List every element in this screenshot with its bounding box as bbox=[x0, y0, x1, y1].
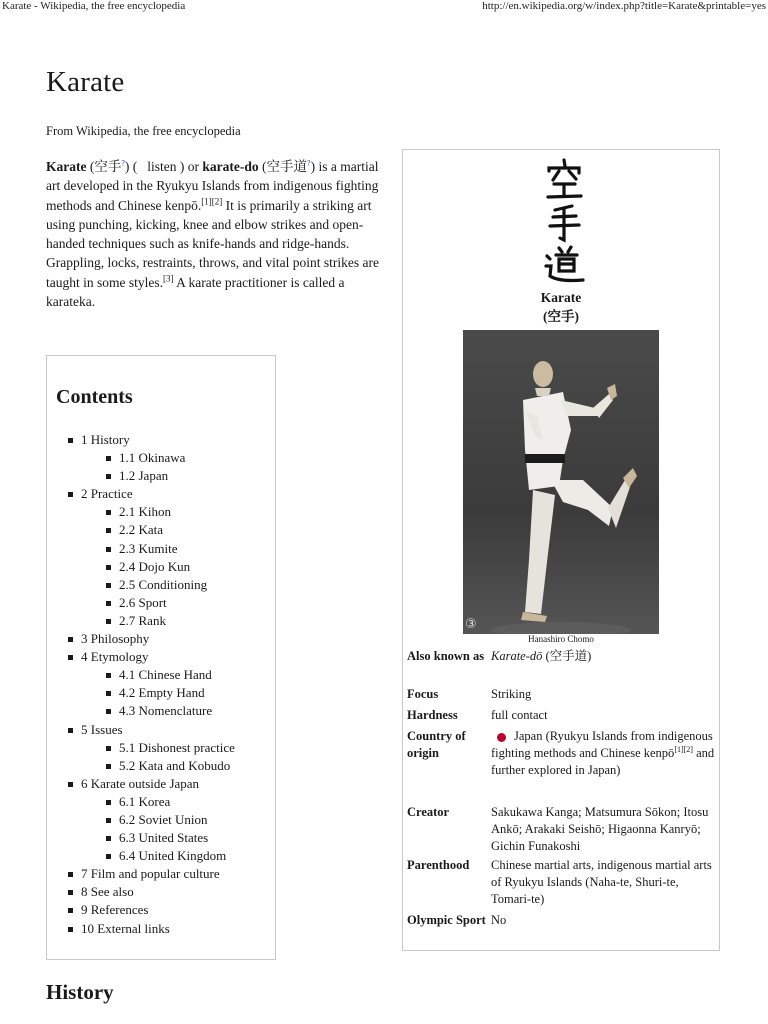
ref-link-3[interactable]: [3] bbox=[163, 273, 174, 284]
toc-link[interactable]: 6.4 United Kingdom bbox=[119, 848, 227, 864]
toc-link[interactable]: 6.3 United States bbox=[119, 830, 209, 846]
toc-link[interactable]: 8 See also bbox=[81, 884, 134, 900]
infobox-subtitle: (空手) bbox=[543, 309, 579, 324]
toc-subitem[interactable] bbox=[119, 594, 235, 612]
row-value: Striking bbox=[491, 687, 532, 701]
page-title: Karate bbox=[46, 66, 125, 98]
toc-item[interactable] bbox=[81, 920, 235, 938]
toc-subitem[interactable] bbox=[119, 521, 235, 539]
toc-link[interactable]: 4.1 Chinese Hand bbox=[119, 667, 212, 683]
print-header-title: Karate - Wikipedia, the free encyclopedia bbox=[2, 0, 186, 12]
lead-is: is bbox=[318, 159, 328, 174]
toc-subitem[interactable] bbox=[119, 576, 235, 594]
toc-link[interactable]: 4.3 Nomenclature bbox=[119, 703, 213, 719]
toc-link[interactable]: 4 Etymology bbox=[81, 649, 149, 665]
toc-subitem[interactable] bbox=[119, 503, 235, 521]
toc-item[interactable] bbox=[81, 901, 235, 919]
toc-subitem[interactable] bbox=[119, 739, 235, 757]
toc-sublist bbox=[119, 503, 235, 630]
calligraphy-image bbox=[539, 156, 589, 286]
lead-term-karate-do: karate-do bbox=[202, 159, 259, 174]
toc-item[interactable] bbox=[81, 648, 235, 720]
toc-item[interactable] bbox=[81, 721, 235, 775]
toc-subitem[interactable] bbox=[119, 847, 235, 865]
toc-link[interactable]: 6.2 Soviet Union bbox=[119, 811, 208, 827]
toc-link[interactable]: 2.5 Conditioning bbox=[119, 576, 208, 592]
toc-link[interactable]: 3 Philosophy bbox=[81, 631, 150, 647]
row-value: Sakukawa Kanga; Matsumura Sōkon; Itosu Ankō; Arakaki Seishō; Higaonna Kanryō; Gichin Funakoshi bbox=[491, 805, 709, 853]
karate-photo bbox=[463, 330, 659, 634]
karateka-figure-image bbox=[463, 330, 659, 634]
toc-link[interactable]: 2 Practice bbox=[81, 486, 133, 502]
infobox-title: Karate bbox=[540, 290, 582, 305]
row-value: Chinese martial arts, indigenous martial arts of Ryukyu Islands (Naha-te, Shuri-te, Tomari-te) bbox=[491, 858, 712, 906]
toc-link[interactable]: 5.1 Dishonest practice bbox=[119, 739, 235, 755]
section-heading-history: History bbox=[46, 980, 114, 1004]
toc-link[interactable]: 7 Film and popular culture bbox=[81, 866, 220, 882]
toc-link[interactable]: 2.2 Kata bbox=[119, 522, 164, 538]
toc-subitem[interactable] bbox=[119, 702, 235, 720]
open-paren: ( bbox=[132, 159, 138, 174]
row-label: Focus bbox=[407, 687, 439, 701]
lead-kanji-1: 空手 bbox=[94, 159, 122, 174]
table-of-contents bbox=[46, 355, 276, 960]
toc-subitem[interactable] bbox=[119, 811, 235, 829]
help-link-2[interactable]: ? bbox=[307, 158, 311, 168]
toc-link[interactable]: 1 History bbox=[81, 432, 130, 447]
row-label: Hardness bbox=[407, 708, 458, 722]
help-link-1[interactable]: ? bbox=[121, 158, 125, 168]
toc-subitem[interactable] bbox=[119, 449, 235, 467]
toc-link[interactable]: 1.1 Okinawa bbox=[119, 450, 186, 466]
toc-link[interactable]: 2.3 Kumite bbox=[119, 540, 178, 556]
toc-link[interactable]: 10 External links bbox=[81, 920, 170, 936]
toc-subitem[interactable] bbox=[119, 829, 235, 847]
toc-subitem[interactable] bbox=[119, 467, 235, 485]
row-label: Also known as bbox=[407, 649, 485, 663]
row-value: Japan (Ryukyu Islands from indigenous fighting methods and Chinese kenpō[1][2] and further explored in Japan) bbox=[491, 729, 715, 777]
toc-subitem[interactable] bbox=[119, 684, 235, 702]
row-value: full contact bbox=[491, 708, 548, 722]
toc-item[interactable] bbox=[81, 431, 235, 485]
lead-term-karate: Karate bbox=[46, 159, 87, 174]
lead-paragraph: Karate (空手?) ( listen ) or karate-do (空手道?) is a martial art developed in the Ryukyu Islands from indigenous fighting methods and Chinese kenpō.[1][2] It is primarily a striking art using punching, kicking, knee and elbow strikes and open-handed techniques such as knife-hands and ridge-hands. Grappling, locks, restraints, throws, and vital point strikes are taught in some styles.[3] A karate practitioner is called a karateka. bbox=[46, 158, 379, 310]
license-mark: ③ bbox=[465, 617, 477, 632]
toc-link[interactable]: 5.2 Kata and Kobudo bbox=[119, 757, 231, 773]
row-label: Olympic Sport bbox=[407, 913, 486, 927]
toc-subitem[interactable] bbox=[119, 558, 235, 576]
toc-link[interactable]: 2.7 Rank bbox=[119, 612, 166, 628]
row-label: Creator bbox=[407, 805, 450, 819]
toc-title: Contents bbox=[56, 386, 133, 408]
toc-subitem[interactable] bbox=[119, 757, 235, 775]
toc-item[interactable] bbox=[81, 865, 235, 883]
lead-or: ) or bbox=[179, 159, 200, 174]
toc-link[interactable]: 9 References bbox=[81, 902, 149, 918]
toc-link[interactable]: 1.2 Japan bbox=[119, 468, 169, 484]
ref-link-2[interactable]: [2] bbox=[211, 196, 223, 207]
toc-item[interactable] bbox=[81, 883, 235, 901]
japan-flag-icon bbox=[491, 731, 511, 744]
listen-link[interactable]: listen bbox=[147, 159, 177, 174]
toc-subitem[interactable] bbox=[119, 666, 235, 684]
toc-link[interactable]: 4.2 Empty Hand bbox=[119, 685, 205, 701]
toc-sublist bbox=[119, 739, 235, 775]
site-tagline: From Wikipedia, the free encyclopedia bbox=[46, 124, 241, 138]
photo-caption: Hanashiro Chomo bbox=[528, 634, 594, 644]
toc-item[interactable] bbox=[81, 485, 235, 630]
toc-list bbox=[81, 431, 235, 938]
toc-subitem[interactable] bbox=[119, 540, 235, 558]
ref-link-1[interactable]: [1] bbox=[201, 196, 212, 207]
toc-item[interactable] bbox=[81, 630, 235, 648]
print-header-url: http://en.wikipedia.org/w/index.php?title=Karate&printable=yes bbox=[482, 0, 766, 12]
row-value: No bbox=[491, 913, 507, 927]
toc-subitem[interactable] bbox=[119, 793, 235, 811]
toc-item[interactable] bbox=[81, 775, 235, 865]
infobox bbox=[402, 149, 720, 951]
lead-text-3: A karate practitioner is called a karateka. bbox=[46, 274, 345, 310]
lead-text-2: It is primarily a striking art using punching, kicking, knee and elbow strikes and open-handed techniques such as knife-hands and ridge-hands. Grappling, locks, restraints, throws, and vital point strikes are taught in some styles. bbox=[46, 197, 379, 290]
toc-sublist bbox=[119, 449, 235, 485]
toc-sublist bbox=[119, 793, 235, 865]
lead-kanji-2: 空手道 bbox=[266, 159, 308, 174]
toc-link[interactable]: 2.1 Kihon bbox=[119, 504, 171, 520]
row-label: Parenthood bbox=[407, 858, 470, 872]
toc-subitem[interactable] bbox=[119, 612, 235, 630]
toc-sublist bbox=[119, 666, 235, 720]
toc-link[interactable]: 5 Issues bbox=[81, 721, 123, 737]
toc-link[interactable]: 2.4 Dojo Kun bbox=[119, 558, 191, 574]
toc-link[interactable]: 6.1 Korea bbox=[119, 793, 171, 809]
row-value: Karate-dō (空手道) bbox=[491, 649, 592, 663]
row-label: Country of origin bbox=[407, 729, 466, 760]
lead-text-1: a martial art developed in the Ryukyu Islands from indigenous fighting methods and Chinese kenpō. bbox=[46, 159, 379, 213]
toc-link[interactable]: 2.6 Sport bbox=[119, 594, 167, 610]
toc-link[interactable]: 6 Karate outside Japan bbox=[81, 775, 200, 791]
